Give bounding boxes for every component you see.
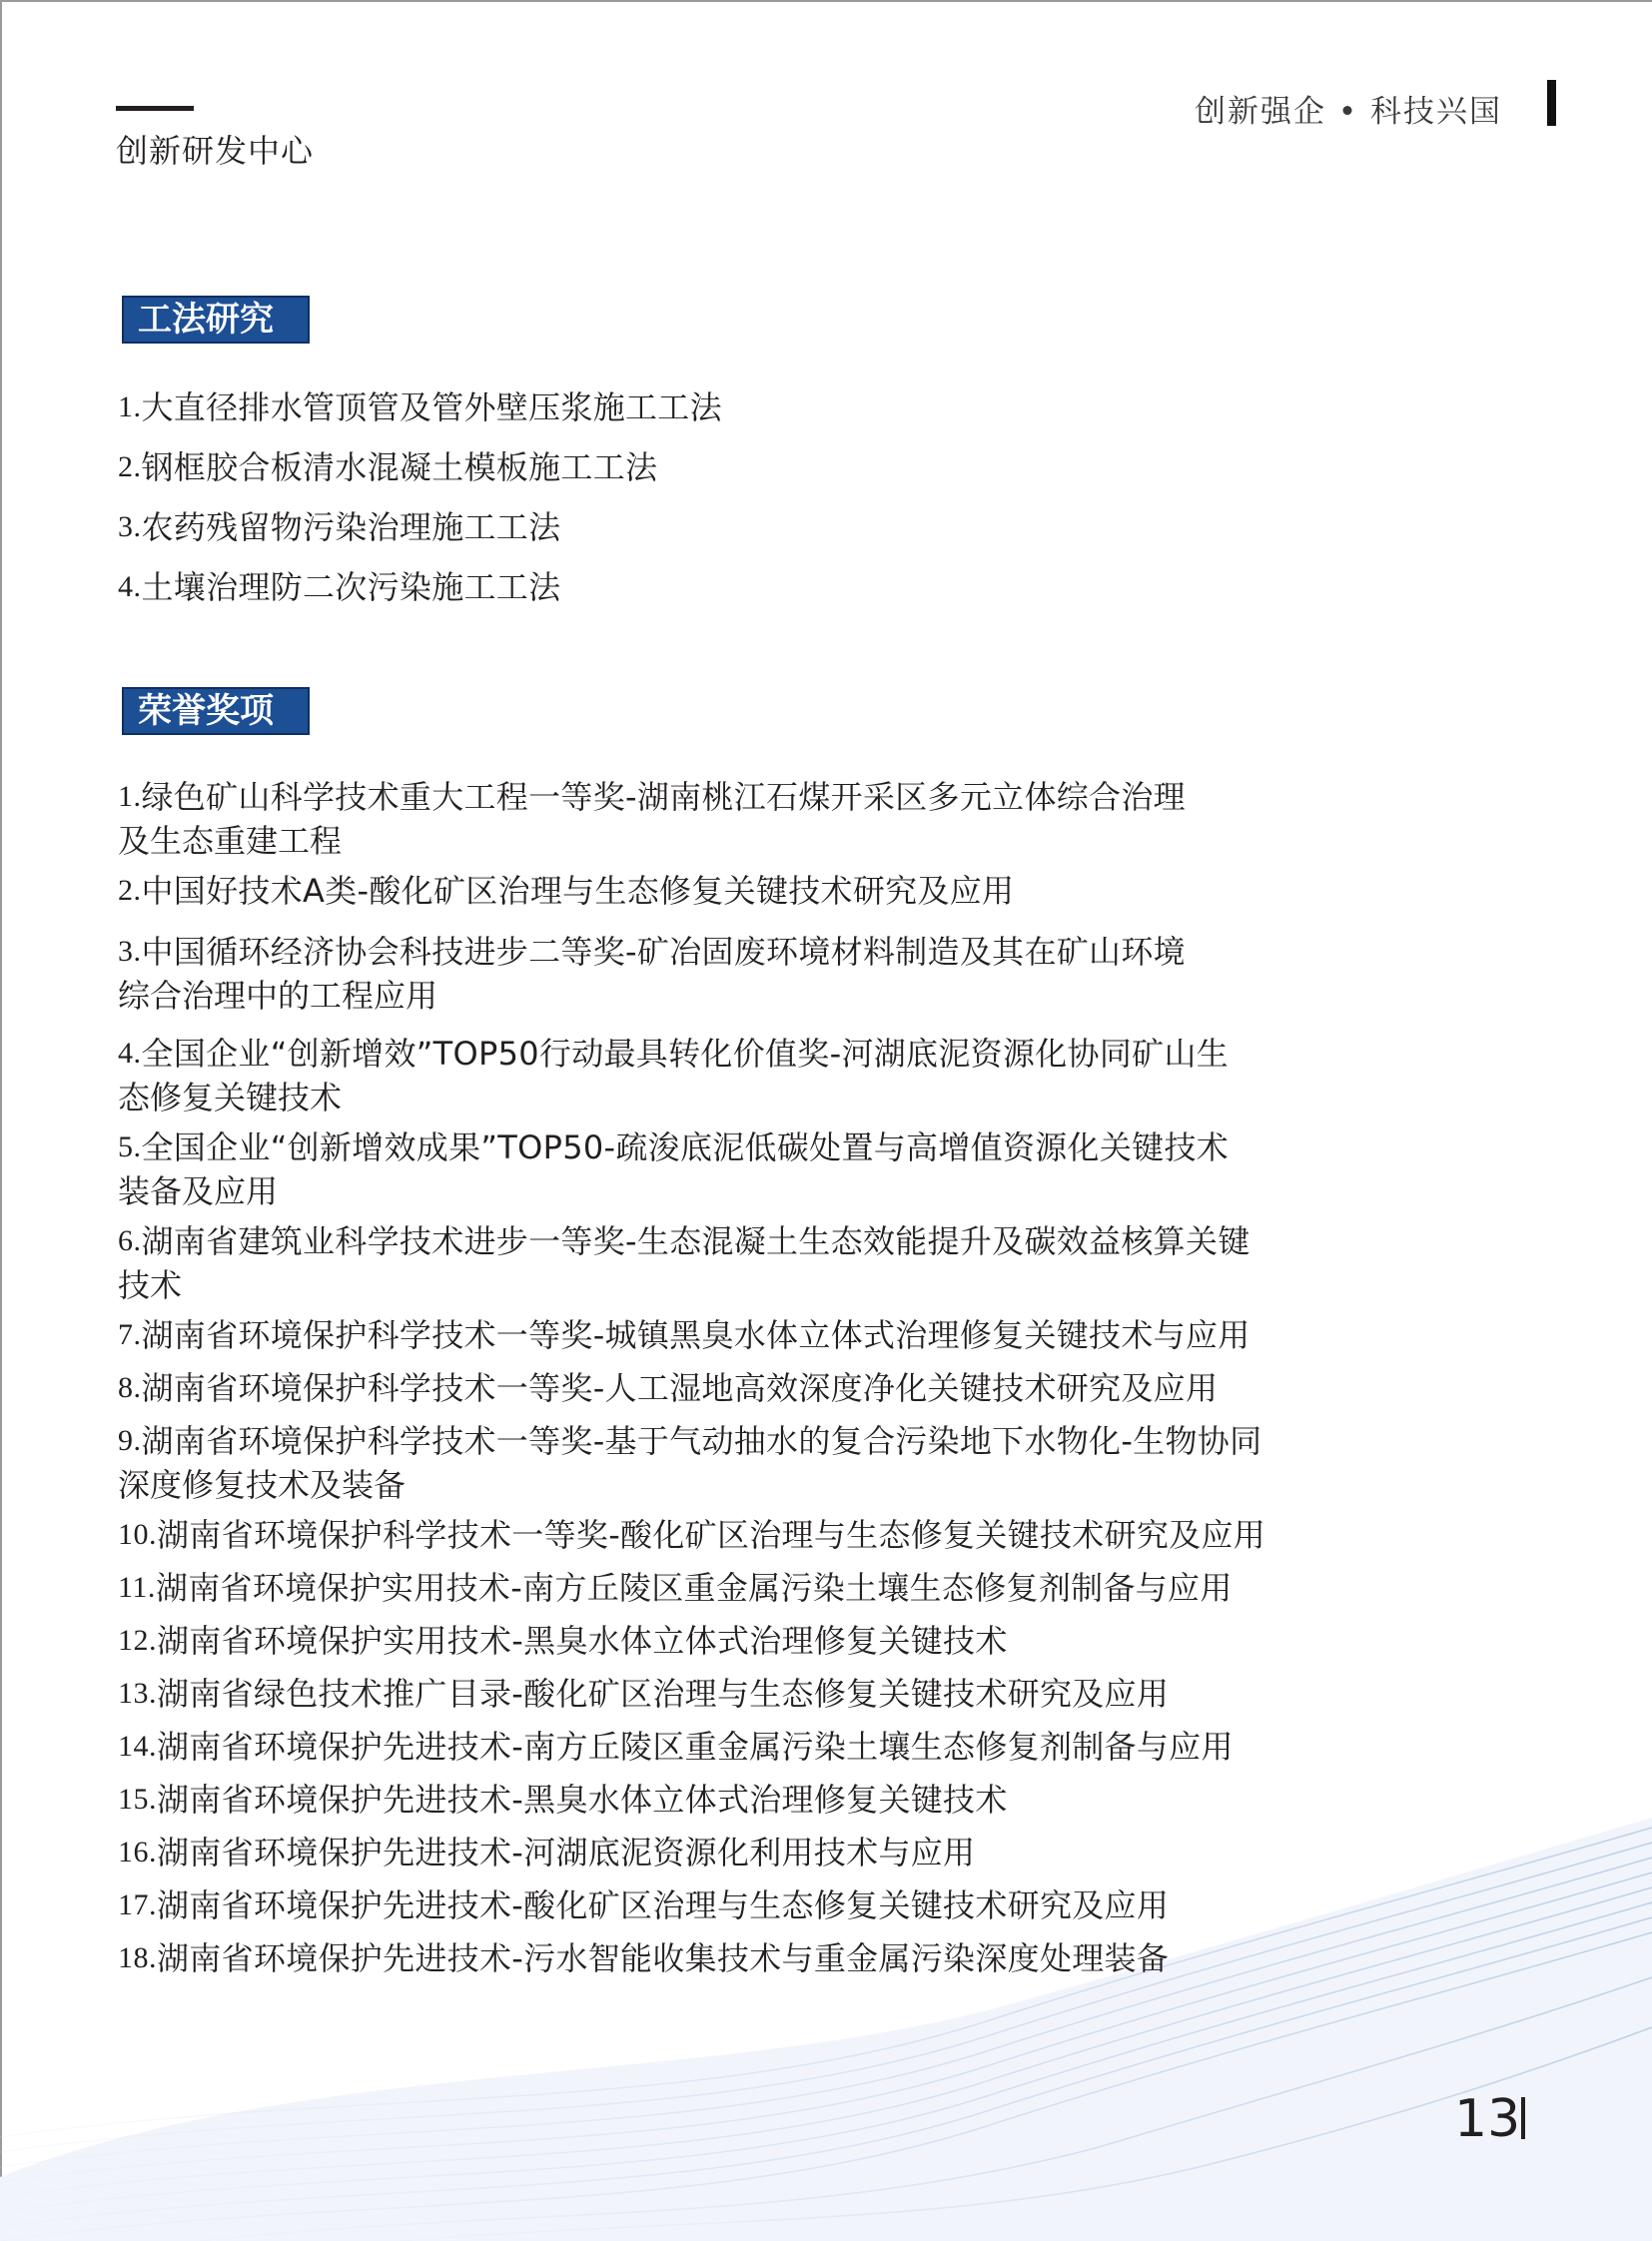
- award-line: [118, 1032, 1416, 1076]
- item-number: 10.: [118, 1518, 157, 1551]
- award-item: [118, 1883, 1416, 1936]
- item-text: 湖南省环境保护实用技术-黑臭水体立体式治理修复关键技术: [157, 1622, 1008, 1660]
- award-item: [118, 1831, 1416, 1883]
- header-rule: [116, 106, 194, 111]
- item-text: 绿色矿山科学技术重大工程一等奖-湖南桃江石煤开采区多元立体综合治理: [141, 778, 1186, 816]
- item-number: 13.: [118, 1677, 157, 1710]
- item-text-continued: 技术: [118, 1266, 183, 1304]
- item-number: 1.: [118, 780, 142, 813]
- item-text-continued: 及生态重建工程: [118, 822, 343, 860]
- award-item: [118, 1313, 1416, 1366]
- item-number: 1.: [118, 390, 142, 423]
- awards-list: [118, 775, 1416, 1989]
- item-number: 5.: [118, 1130, 142, 1163]
- page-number-bar: [1521, 2097, 1525, 2139]
- item-text-continued: 深度修复技术及装备: [118, 1466, 407, 1504]
- item-number: 4.: [118, 570, 142, 603]
- item-number: 9.: [118, 1424, 142, 1457]
- item-text: 农药残留物污染治理施工工法: [141, 508, 561, 546]
- item-text: 湖南省环境保护实用技术-南方丘陵区重金属污染土壤生态修复剂制备与应用: [155, 1569, 1233, 1607]
- list-item: [118, 445, 1416, 505]
- award-line: [118, 1125, 1416, 1169]
- list-item: [118, 505, 1416, 565]
- header-department-title: 创新研发中心: [116, 132, 315, 170]
- item-number: 17.: [118, 1888, 157, 1921]
- award-line: [118, 1725, 1416, 1769]
- item-text: 湖南省环境保护科学技术一等奖-人工湿地高效深度净化关键技术研究及应用: [141, 1369, 1219, 1407]
- item-number: 15.: [118, 1783, 157, 1816]
- list-item: [118, 385, 1416, 445]
- item-text: 中国好技术A类-酸化矿区治理与生态修复关键技术研究及应用: [141, 872, 1015, 910]
- award-line: [118, 1831, 1416, 1874]
- item-text: 钢框胶合板清水混凝土模板施工工法: [141, 448, 658, 486]
- award-line: [118, 1672, 1416, 1716]
- item-number: 16.: [118, 1836, 157, 1868]
- header-slogan: 创新强企 • 科技兴国: [1195, 94, 1502, 130]
- list-item: [118, 565, 1416, 625]
- item-text-continued: 装备及应用: [118, 1172, 279, 1210]
- item-text: 湖南省环境保护科学技术一等奖-城镇黑臭水体立体式治理修复关键技术与应用: [141, 1316, 1250, 1354]
- item-text: 中国循环经济协会科技进步二等奖-矿冶固废环境材料制造及其在矿山环境: [141, 933, 1186, 971]
- award-item: [118, 1778, 1416, 1831]
- item-text: 大直径排水管顶管及管外壁压浆施工工法: [141, 388, 722, 426]
- item-number: 14.: [118, 1730, 157, 1763]
- award-item: [118, 1725, 1416, 1778]
- award-item: [118, 1125, 1416, 1219]
- award-item: [118, 922, 1416, 1024]
- section-title-awards: 荣誉奖项: [122, 687, 310, 735]
- award-line: [118, 1883, 1416, 1927]
- award-line: [118, 1219, 1416, 1263]
- item-text: 湖南省环境保护科学技术一等奖-基于气动抽水的复合污染地下水物化-生物协同: [141, 1422, 1262, 1460]
- award-line: [118, 930, 1416, 974]
- award-line: [118, 1313, 1416, 1357]
- award-line: [118, 1778, 1416, 1822]
- item-number: 8.: [118, 1371, 142, 1404]
- item-text: 全国企业“创新增效成果”TOP50-疏浚底泥低碳处置与高增值资源化关键技术: [141, 1128, 1230, 1166]
- award-item: [118, 1672, 1416, 1725]
- item-number: 2.: [118, 874, 142, 907]
- award-item: [118, 1024, 1416, 1125]
- award-item: [118, 1219, 1416, 1313]
- award-item: [118, 869, 1416, 922]
- item-text: 湖南省环境保护先进技术-酸化矿区治理与生态修复关键技术研究及应用: [157, 1886, 1170, 1924]
- award-line: [118, 775, 1416, 819]
- item-text: 湖南省建筑业科学技术进步一等奖-生态混凝土生态效能提升及碳效益核算关键: [141, 1222, 1250, 1260]
- award-line: [118, 1566, 1416, 1610]
- item-text-continued: 态修复关键技术: [118, 1079, 343, 1117]
- award-item: [118, 1419, 1416, 1513]
- page-number: 13: [1454, 2089, 1521, 2149]
- award-item: [118, 1936, 1416, 1989]
- award-line: [118, 1936, 1416, 1980]
- item-number: 6.: [118, 1224, 142, 1257]
- section-title-methods: 工法研究: [122, 296, 310, 344]
- award-item: [118, 1619, 1416, 1672]
- item-text: 湖南省环境保护先进技术-南方丘陵区重金属污染土壤生态修复剂制备与应用: [157, 1728, 1234, 1766]
- award-line: [118, 1619, 1416, 1663]
- item-text: 土壤治理防二次污染施工工法: [141, 568, 561, 606]
- item-text: 湖南省环境保护先进技术-黑臭水体立体式治理修复关键技术: [157, 1781, 1008, 1819]
- item-text: 湖南省环境保护先进技术-河湖底泥资源化利用技术与应用: [157, 1834, 976, 1871]
- award-item: [118, 1366, 1416, 1419]
- item-number: 18.: [118, 1941, 157, 1974]
- item-number: 2.: [118, 450, 142, 483]
- methods-list: [118, 385, 1416, 625]
- award-line: [118, 1513, 1416, 1557]
- item-number: 3.: [118, 510, 142, 543]
- award-item: [118, 1513, 1416, 1566]
- item-text: 湖南省环境保护科学技术一等奖-酸化矿区治理与生态修复关键技术研究及应用: [157, 1516, 1266, 1554]
- item-number: 4.: [118, 1037, 142, 1070]
- award-line: [118, 1419, 1416, 1463]
- item-number: 11.: [118, 1571, 156, 1604]
- item-number: 7.: [118, 1318, 142, 1351]
- award-item: [118, 775, 1416, 869]
- item-text: 全国企业“创新增效”TOP50行动最具转化价值奖-河湖底泥资源化协同矿山生: [141, 1035, 1230, 1073]
- item-text-continued: 综合治理中的工程应用: [118, 977, 438, 1015]
- item-number: 3.: [118, 935, 142, 968]
- item-number: 12.: [118, 1624, 157, 1657]
- award-line: [118, 869, 1416, 913]
- award-item: [118, 1566, 1416, 1619]
- item-text: 湖南省环境保护先进技术-污水智能收集技术与重金属污染深度处理装备: [157, 1939, 1170, 1977]
- award-line: [118, 1366, 1416, 1410]
- item-text: 湖南省绿色技术推广目录-酸化矿区治理与生态修复关键技术研究及应用: [157, 1675, 1170, 1713]
- header-accent-bar: [1547, 80, 1556, 126]
